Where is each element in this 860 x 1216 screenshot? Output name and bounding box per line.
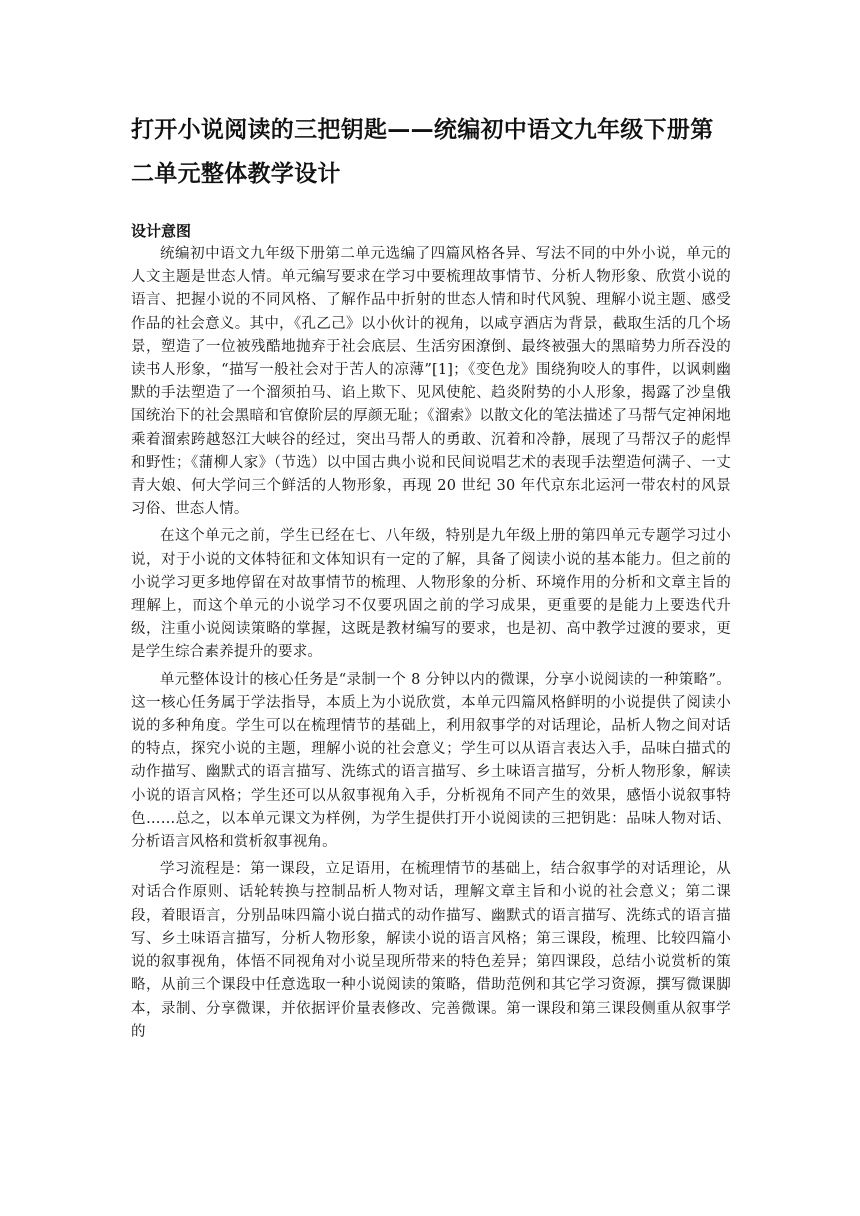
- paragraph-1: 统编初中语文九年级下册第二单元选编了四篇风格各异、写法不同的中外小说，单元的人文主题是世态人情。单元编写要求在学习中要梳理故事情节、分析人物形象、欣赏小说的语言、把握小说的不同风格、了解作品中折射的世态人情和时代风貌、理解小说主题、感受作品的社会意义。其中，《孔乙己》以小伙计的视角，以咸亨酒店为背景，截取生活的几个场景，塑造了一位被残酷地抛弃于社会底层、生活穷困潦倒、最终被强大的黑暗势力所吞没的读书人形象，“描写一般社会对于苦人的凉薄”[1]；《变色龙》围绕狗咬人的事件，以讽刺幽默的手法塑造了一个溜须拍马、谄上欺下、见风使舵、趋炎附势的小人形象，揭露了沙皇俄国统治下的社会黑暗和官僚阶层的厚颜无耻；《溜索》以散文化的笔法描述了马帮气定神闲地乘着溜索跨越怒江大峡谷的经过，突出马帮人的勇敢、沉着和冷静，展现了马帮汉子的彪悍和野性；《蒲柳人家》（节选）以中国古典小说和民间说唱艺术的表现手法塑造何满子、一丈青大娘、何大学问三个鲜活的人物形象，再现 20 世纪 30 年代京东北运河一带农村的风景习俗、世态人情。: [131, 246, 731, 518]
- paragraph-3: 单元整体设计的核心任务是“录制一个 8 分钟以内的微课，分享小说阅读的一种策略”。这一核心任务属于学法指导，本质上为小说欣赏，本单元四篇风格鲜明的小说提供了阅读小说的多种角度。学生可以在梳理情节的基础上，利用叙事学的对话理论，品析人物之间对话的特点，探究小说的主题，理解小说的社会意义；学生可以从语言表达入手，品味白描式的动作描写、幽默式的语言描写、洗练式的语言描写、乡土味语言描写，分析人物形象，解读小说的语言风格；学生还可以从叙事视角入手，分析视角不同产生的效果，感悟小说叙事特色……总之，以本单元课文为样例，为学生提供打开小说阅读的三把钥匙：品味人物对话、分析语言风格和赏析叙事视角。: [131, 671, 731, 851]
- section-heading: 设计意图: [131, 222, 192, 240]
- document-title: 打开小说阅读的三把钥匙——统编初中语文九年级下册第二单元整体教学设计: [131, 117, 714, 187]
- document-body: [131, 108, 731, 1048]
- paragraph-2: 在这个单元之前，学生已经在七、八年级，特别是九年级上册的第四单元专题学习过小说，对于小说的文体特征和文体知识有一定的了解，具备了阅读小说的基本能力。但之前的小说学习更多地停留在对故事情节的梳理、人物形象的分析、环境作用的分析和文章主旨的理解上，而这个单元的小说学习不仅要巩固之前的学习成果，更重要的是能力上要迭代升级，注重小说阅读策略的掌握，这既是教材编写的要求，也是初、高中教学过渡的要求，更是学生综合素养提升的要求。: [131, 528, 731, 661]
- paragraph-4: 学习流程是：第一课段，立足语用，在梳理情节的基础上，结合叙事学的对话理论，从对话合作原则、话轮转换与控制品析人物对话，理解文章主旨和小说的社会意义；第二课段，着眼语言，分别品味四篇小说白描式的动作描写、幽默式的语言描写、洗练式的语言描写、乡土味语言描写，分析人物形象，解读小说的语言风格；第三课段，梳理、比较四篇小说的叙事视角，体悟不同视角对小说呈现所带来的特色差异；第四课段，总结小说赏析的策略，从前三个课段中任意选取一种小说阅读的策略，借助范例和其它学习资源，撰写微课脚本，录制、分享微课，并依据评价量表修改、完善微课。第一课段和第三课段侧重从叙事学的: [131, 861, 731, 1040]
